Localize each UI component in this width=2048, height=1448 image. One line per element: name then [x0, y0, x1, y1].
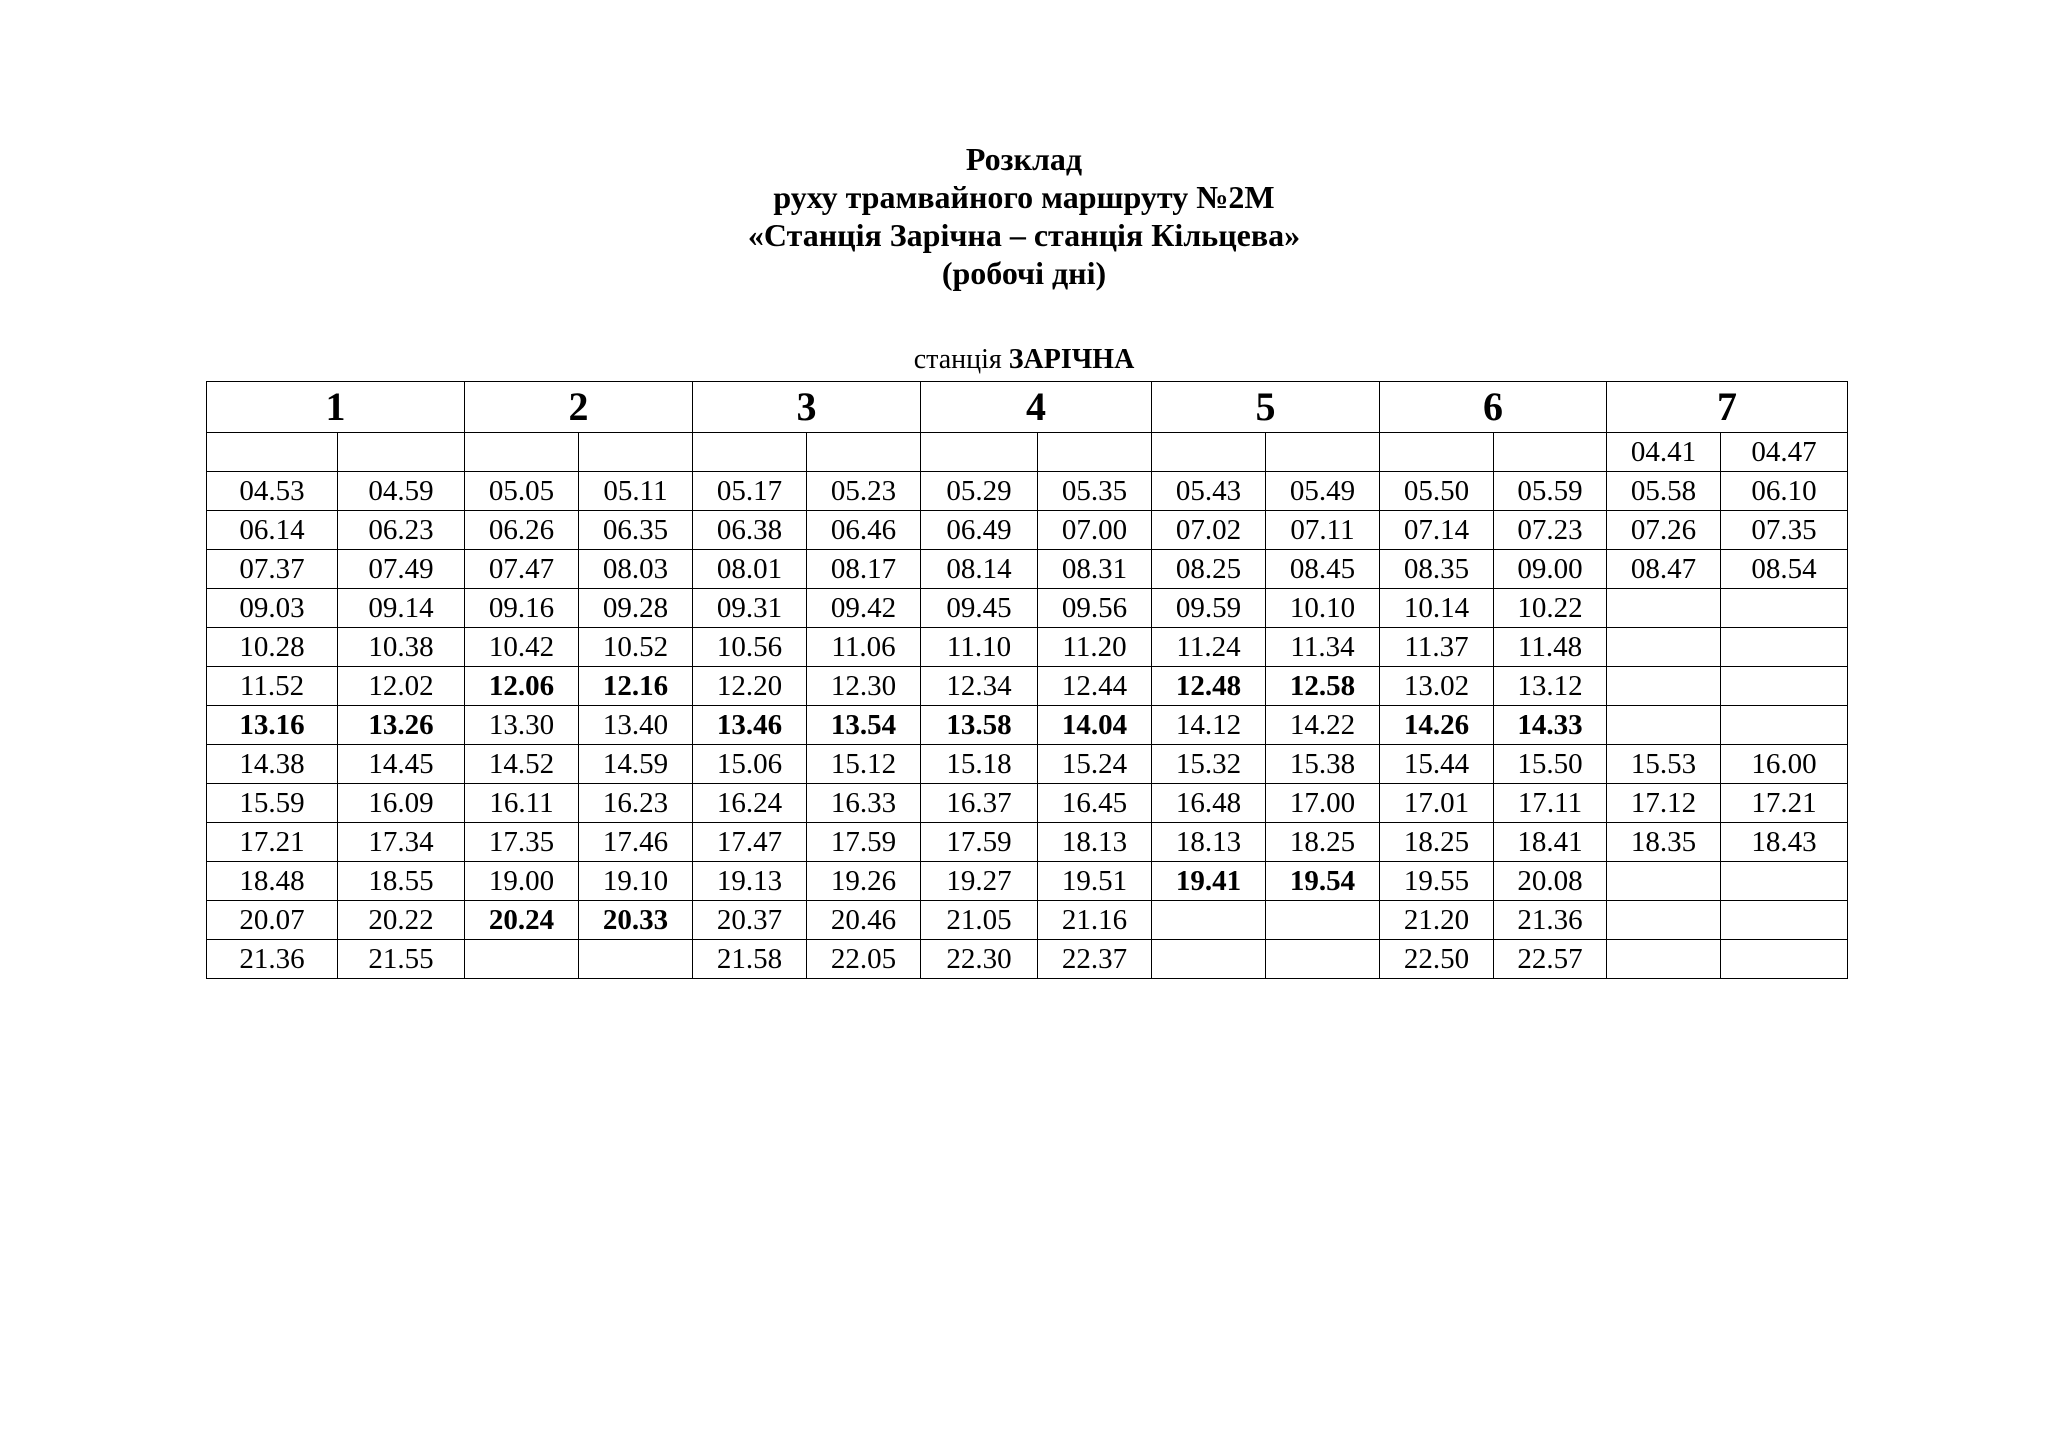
- time-cell: [1152, 901, 1266, 940]
- time-cell: 08.45: [1266, 550, 1380, 589]
- time-cell: [465, 433, 579, 472]
- time-cell: [207, 433, 338, 472]
- time-cell: 22.50: [1380, 940, 1494, 979]
- time-cell: 18.48: [207, 862, 338, 901]
- time-cell: 07.02: [1152, 511, 1266, 550]
- time-cell: 14.22: [1266, 706, 1380, 745]
- time-cell: 20.33: [579, 901, 693, 940]
- time-cell: 19.41: [1152, 862, 1266, 901]
- time-cell: 15.38: [1266, 745, 1380, 784]
- time-cell: 21.36: [207, 940, 338, 979]
- station-name: ЗАРІЧНА: [1008, 344, 1135, 375]
- time-cell: 20.46: [807, 901, 921, 940]
- time-cell: 14.45: [338, 745, 465, 784]
- time-cell: [693, 433, 807, 472]
- time-cell: [1152, 433, 1266, 472]
- schedule-row: [207, 589, 1848, 628]
- time-cell: 07.37: [207, 550, 338, 589]
- time-cell: 18.25: [1380, 823, 1494, 862]
- schedule-row: [207, 745, 1848, 784]
- time-cell: [1607, 667, 1721, 706]
- time-cell: 08.54: [1721, 550, 1848, 589]
- time-cell: 19.10: [579, 862, 693, 901]
- time-cell: 13.58: [921, 706, 1038, 745]
- time-cell: 06.35: [579, 511, 693, 550]
- time-cell: 12.44: [1038, 667, 1152, 706]
- time-cell: 22.05: [807, 940, 921, 979]
- route-header-2: 2: [465, 382, 693, 433]
- schedule-row: [207, 433, 1848, 472]
- time-cell: 14.38: [207, 745, 338, 784]
- time-cell: 07.11: [1266, 511, 1380, 550]
- time-cell: 18.25: [1266, 823, 1380, 862]
- time-cell: 10.22: [1494, 589, 1607, 628]
- time-cell: 08.03: [579, 550, 693, 589]
- time-cell: 20.07: [207, 901, 338, 940]
- time-cell: 08.25: [1152, 550, 1266, 589]
- schedule-table: [206, 381, 1848, 979]
- title-line-2: руху трамвайного маршруту №2М: [773, 179, 1275, 215]
- title-line-4: (робочі дні): [941, 255, 1107, 291]
- time-cell: 11.48: [1494, 628, 1607, 667]
- time-cell: 14.26: [1380, 706, 1494, 745]
- time-cell: [1721, 589, 1848, 628]
- time-cell: 19.13: [693, 862, 807, 901]
- time-cell: 13.54: [807, 706, 921, 745]
- time-cell: 07.35: [1721, 511, 1848, 550]
- schedule-row: [207, 784, 1848, 823]
- time-cell: [921, 433, 1038, 472]
- time-cell: 08.14: [921, 550, 1038, 589]
- time-cell: 09.00: [1494, 550, 1607, 589]
- time-cell: 05.11: [579, 472, 693, 511]
- time-cell: 11.06: [807, 628, 921, 667]
- time-cell: 18.13: [1038, 823, 1152, 862]
- time-cell: 16.48: [1152, 784, 1266, 823]
- time-cell: 17.00: [1266, 784, 1380, 823]
- time-cell: 12.48: [1152, 667, 1266, 706]
- time-cell: 04.41: [1607, 433, 1721, 472]
- time-cell: 09.56: [1038, 589, 1152, 628]
- route-header-6: 6: [1380, 382, 1607, 433]
- time-cell: 11.52: [207, 667, 338, 706]
- time-cell: 19.54: [1266, 862, 1380, 901]
- time-cell: 07.26: [1607, 511, 1721, 550]
- time-cell: 07.00: [1038, 511, 1152, 550]
- time-cell: [1494, 433, 1607, 472]
- time-cell: 09.28: [579, 589, 693, 628]
- time-cell: 17.47: [693, 823, 807, 862]
- schedule-row: [207, 511, 1848, 550]
- time-cell: 16.00: [1721, 745, 1848, 784]
- time-cell: 07.14: [1380, 511, 1494, 550]
- time-cell: 09.59: [1152, 589, 1266, 628]
- time-cell: 18.41: [1494, 823, 1607, 862]
- time-cell: 06.46: [807, 511, 921, 550]
- time-cell: 20.08: [1494, 862, 1607, 901]
- time-cell: 17.12: [1607, 784, 1721, 823]
- route-header-5: 5: [1152, 382, 1380, 433]
- document-title: [0, 140, 2048, 292]
- station-prefix: станція: [913, 344, 1002, 375]
- time-cell: 08.47: [1607, 550, 1721, 589]
- time-cell: 18.35: [1607, 823, 1721, 862]
- time-cell: 19.27: [921, 862, 1038, 901]
- time-cell: 17.01: [1380, 784, 1494, 823]
- time-cell: 16.37: [921, 784, 1038, 823]
- route-header-3: 3: [693, 382, 921, 433]
- time-cell: 12.34: [921, 667, 1038, 706]
- route-header-1: 1: [207, 382, 465, 433]
- time-cell: 12.16: [579, 667, 693, 706]
- title-line-1: Розклад: [965, 141, 1083, 177]
- time-cell: 09.45: [921, 589, 1038, 628]
- time-cell: [579, 940, 693, 979]
- time-cell: 05.59: [1494, 472, 1607, 511]
- time-cell: [1380, 433, 1494, 472]
- time-cell: 12.02: [338, 667, 465, 706]
- time-cell: 19.00: [465, 862, 579, 901]
- time-cell: 06.49: [921, 511, 1038, 550]
- time-cell: 21.16: [1038, 901, 1152, 940]
- time-cell: 21.05: [921, 901, 1038, 940]
- time-cell: 04.59: [338, 472, 465, 511]
- time-cell: 12.20: [693, 667, 807, 706]
- time-cell: 09.42: [807, 589, 921, 628]
- time-cell: [465, 940, 579, 979]
- time-cell: 11.37: [1380, 628, 1494, 667]
- time-cell: 07.23: [1494, 511, 1607, 550]
- time-cell: 05.43: [1152, 472, 1266, 511]
- schedule-row: [207, 862, 1848, 901]
- time-cell: [1607, 706, 1721, 745]
- time-cell: [807, 433, 921, 472]
- time-cell: [1038, 433, 1152, 472]
- time-cell: 15.50: [1494, 745, 1607, 784]
- time-cell: 12.58: [1266, 667, 1380, 706]
- time-cell: [1266, 940, 1380, 979]
- time-cell: 15.12: [807, 745, 921, 784]
- time-cell: 09.14: [338, 589, 465, 628]
- time-cell: 10.52: [579, 628, 693, 667]
- time-cell: 14.12: [1152, 706, 1266, 745]
- time-cell: 05.49: [1266, 472, 1380, 511]
- time-cell: 10.14: [1380, 589, 1494, 628]
- time-cell: 15.53: [1607, 745, 1721, 784]
- time-cell: 16.11: [465, 784, 579, 823]
- time-cell: 21.55: [338, 940, 465, 979]
- time-cell: 09.16: [465, 589, 579, 628]
- time-cell: 16.23: [579, 784, 693, 823]
- time-cell: 20.24: [465, 901, 579, 940]
- time-cell: 11.24: [1152, 628, 1266, 667]
- time-cell: 21.36: [1494, 901, 1607, 940]
- time-cell: 05.58: [1607, 472, 1721, 511]
- time-cell: 17.35: [465, 823, 579, 862]
- time-cell: 13.26: [338, 706, 465, 745]
- time-cell: 15.24: [1038, 745, 1152, 784]
- time-cell: [1152, 940, 1266, 979]
- schedule-row: [207, 667, 1848, 706]
- time-cell: 18.13: [1152, 823, 1266, 862]
- time-cell: 18.55: [338, 862, 465, 901]
- time-cell: 10.10: [1266, 589, 1380, 628]
- time-cell: [1721, 940, 1848, 979]
- time-cell: 10.56: [693, 628, 807, 667]
- time-cell: [1607, 628, 1721, 667]
- time-cell: 15.44: [1380, 745, 1494, 784]
- time-cell: 04.53: [207, 472, 338, 511]
- time-cell: 13.46: [693, 706, 807, 745]
- schedule-row: [207, 940, 1848, 979]
- schedule-row: [207, 628, 1848, 667]
- time-cell: 09.03: [207, 589, 338, 628]
- time-cell: [1721, 901, 1848, 940]
- schedule-row: [207, 901, 1848, 940]
- route-header-7: 7: [1607, 382, 1848, 433]
- time-cell: 15.18: [921, 745, 1038, 784]
- time-cell: [1721, 862, 1848, 901]
- time-cell: 08.31: [1038, 550, 1152, 589]
- time-cell: 05.35: [1038, 472, 1152, 511]
- time-cell: 13.30: [465, 706, 579, 745]
- schedule-row: [207, 823, 1848, 862]
- time-cell: 10.28: [207, 628, 338, 667]
- time-cell: 08.35: [1380, 550, 1494, 589]
- time-cell: [1721, 706, 1848, 745]
- time-cell: 22.57: [1494, 940, 1607, 979]
- time-cell: 05.29: [921, 472, 1038, 511]
- time-cell: [1721, 628, 1848, 667]
- time-cell: 14.52: [465, 745, 579, 784]
- time-cell: 21.20: [1380, 901, 1494, 940]
- time-cell: 04.47: [1721, 433, 1848, 472]
- time-cell: 06.10: [1721, 472, 1848, 511]
- time-cell: 13.12: [1494, 667, 1607, 706]
- time-cell: 16.45: [1038, 784, 1152, 823]
- time-cell: 09.31: [693, 589, 807, 628]
- title-line-3: «Станція Зарічна – станція Кільцева»: [747, 217, 1301, 253]
- time-cell: 17.21: [207, 823, 338, 862]
- time-cell: 05.23: [807, 472, 921, 511]
- time-cell: 16.24: [693, 784, 807, 823]
- station-label: [0, 343, 2048, 377]
- time-cell: 08.17: [807, 550, 921, 589]
- time-cell: 06.14: [207, 511, 338, 550]
- route-header-4: 4: [921, 382, 1152, 433]
- time-cell: 12.30: [807, 667, 921, 706]
- time-cell: 17.21: [1721, 784, 1848, 823]
- time-cell: 18.43: [1721, 823, 1848, 862]
- time-cell: 13.16: [207, 706, 338, 745]
- schedule-row: [207, 550, 1848, 589]
- time-cell: 07.47: [465, 550, 579, 589]
- time-cell: 17.34: [338, 823, 465, 862]
- time-cell: [338, 433, 465, 472]
- time-cell: 08.01: [693, 550, 807, 589]
- time-cell: 22.30: [921, 940, 1038, 979]
- time-cell: [1607, 940, 1721, 979]
- time-cell: 21.58: [693, 940, 807, 979]
- time-cell: 05.05: [465, 472, 579, 511]
- time-cell: [1266, 433, 1380, 472]
- time-cell: 19.55: [1380, 862, 1494, 901]
- time-cell: 11.10: [921, 628, 1038, 667]
- time-cell: 06.38: [693, 511, 807, 550]
- time-cell: 14.59: [579, 745, 693, 784]
- route-header-row: [207, 382, 1848, 433]
- time-cell: 20.37: [693, 901, 807, 940]
- time-cell: 13.02: [1380, 667, 1494, 706]
- time-cell: 05.50: [1380, 472, 1494, 511]
- time-cell: 17.46: [579, 823, 693, 862]
- time-cell: 16.33: [807, 784, 921, 823]
- schedule-body: [207, 382, 1848, 979]
- time-cell: 15.59: [207, 784, 338, 823]
- time-cell: 15.06: [693, 745, 807, 784]
- time-cell: 20.22: [338, 901, 465, 940]
- time-cell: 16.09: [338, 784, 465, 823]
- time-cell: 15.32: [1152, 745, 1266, 784]
- time-cell: 05.17: [693, 472, 807, 511]
- time-cell: [1721, 667, 1848, 706]
- time-cell: 07.49: [338, 550, 465, 589]
- time-cell: 06.26: [465, 511, 579, 550]
- time-cell: 11.20: [1038, 628, 1152, 667]
- time-cell: 22.37: [1038, 940, 1152, 979]
- time-cell: [1607, 589, 1721, 628]
- time-cell: 10.38: [338, 628, 465, 667]
- time-cell: 11.34: [1266, 628, 1380, 667]
- time-cell: 17.11: [1494, 784, 1607, 823]
- time-cell: 13.40: [579, 706, 693, 745]
- time-cell: 10.42: [465, 628, 579, 667]
- time-cell: 12.06: [465, 667, 579, 706]
- time-cell: 19.51: [1038, 862, 1152, 901]
- time-cell: 19.26: [807, 862, 921, 901]
- time-cell: [1607, 862, 1721, 901]
- time-cell: 17.59: [807, 823, 921, 862]
- time-cell: 14.33: [1494, 706, 1607, 745]
- time-cell: [1607, 901, 1721, 940]
- time-cell: 06.23: [338, 511, 465, 550]
- time-cell: 14.04: [1038, 706, 1152, 745]
- time-cell: 17.59: [921, 823, 1038, 862]
- time-cell: [1266, 901, 1380, 940]
- schedule-row: [207, 706, 1848, 745]
- schedule-row: [207, 472, 1848, 511]
- time-cell: [579, 433, 693, 472]
